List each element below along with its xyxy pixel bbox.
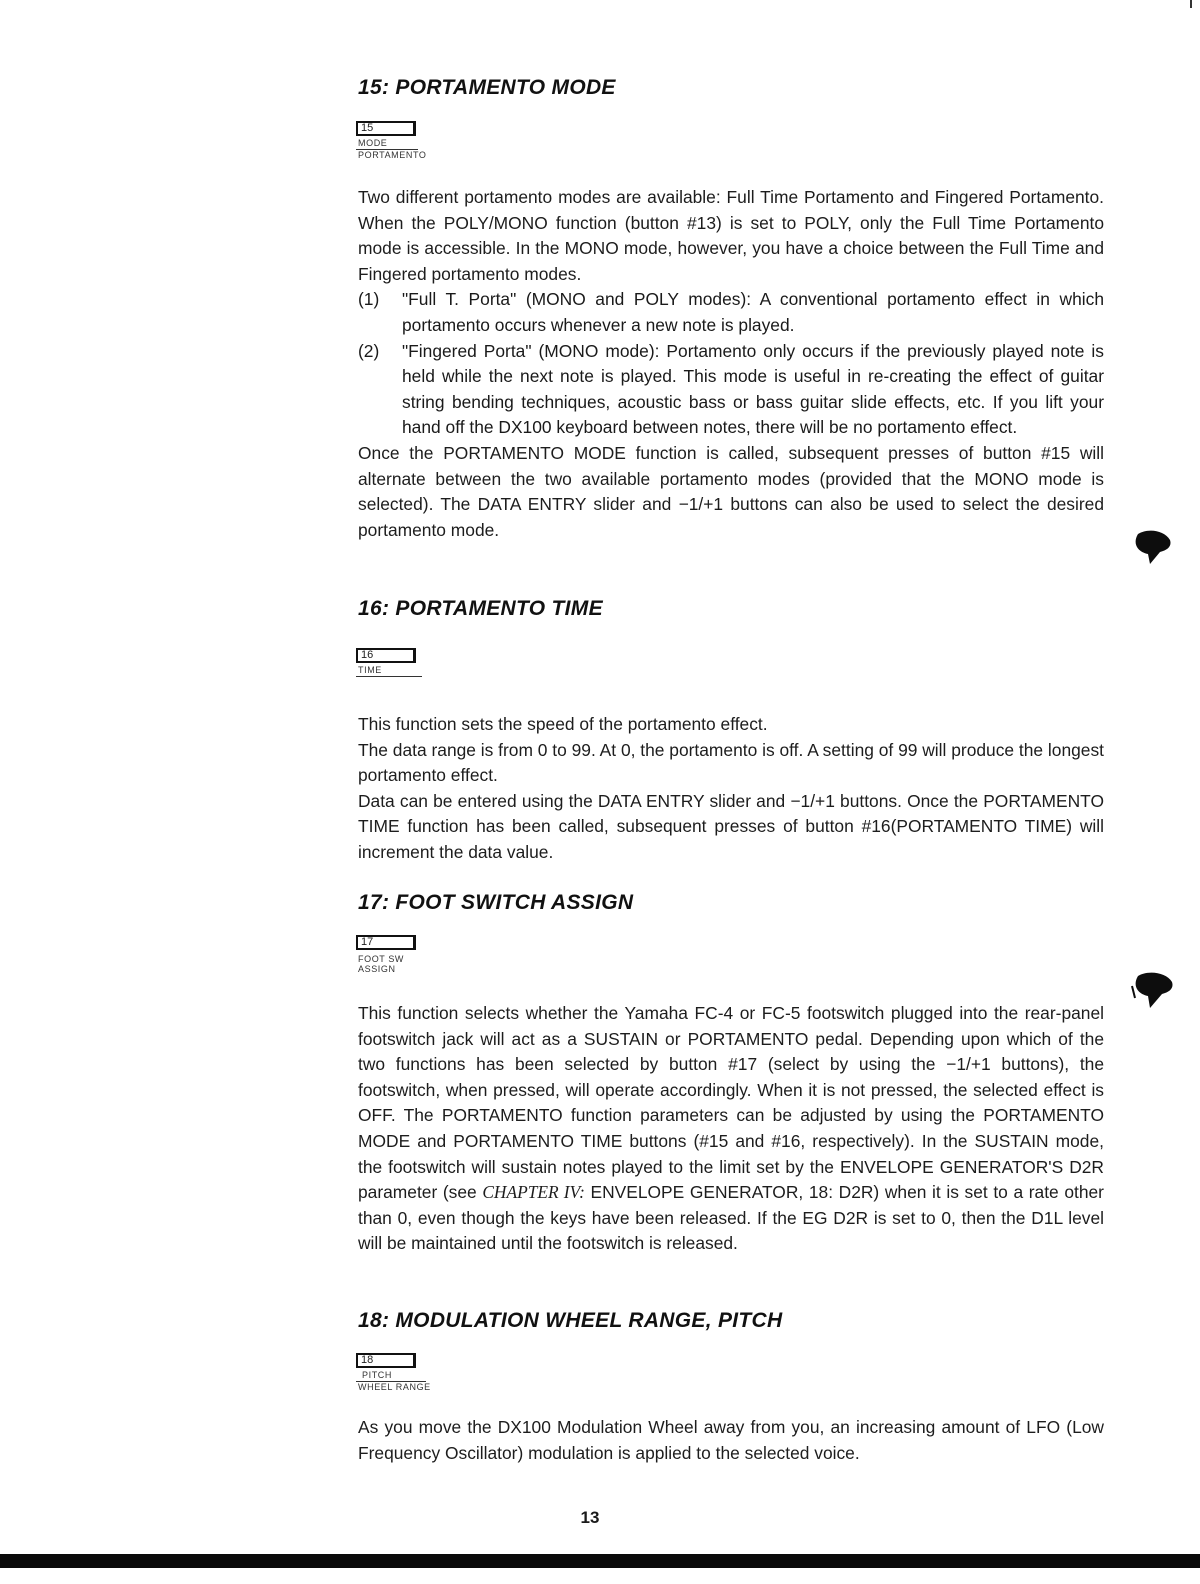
button-caption-top: TIME — [358, 665, 382, 675]
button-caption-bottom: PORTAMENTO — [358, 150, 427, 160]
button-number: 16 — [361, 649, 374, 661]
section-18-body — [358, 1415, 1104, 1466]
page-number: 13 — [580, 1508, 600, 1527]
section-17 — [358, 891, 1104, 915]
paragraph: Data can be entered using the DATA ENTRY slider and −1/+1 buttons. Once the PORTAMENTO TIME function has been called, subsequent presses of button #16(PORTAMENTO TIME) will increment the data value. — [358, 790, 1104, 862]
paragraph-text: This function selects whether the Yamaha FC-4 or FC-5 footswitch plugged into the rear-panel footswitch jack will act as a SUSTAIN or PORTAMENTO pedal. Depending upon which of the two functions has been selected by button #17 (select by using the −1/+1 buttons), the footswitch, when pressed, will operate accordingly. When it is not pressed, the selected effect is OFF. The PORTAMENTO function parameters can be adjusted by using the PORTAMENTO MODE and PORTAMENTO TIME buttons (#15 and #16, respectively). In the SUSTAIN mode, the footswitch will sustain notes played to the limit set by the ENVELOPE GENERATOR'S D2R parameter (see — [358, 1003, 1104, 1203]
section-15-body — [358, 185, 1104, 543]
section-heading: 18: MODULATION WHEEL RANGE, PITCH — [358, 1309, 783, 1332]
chapter-reference: CHAPTER IV: — [482, 1182, 585, 1203]
button-17-diagram — [356, 935, 416, 974]
button-15-diagram — [356, 121, 427, 161]
list-number: (1) — [358, 289, 380, 310]
button-16-diagram — [356, 648, 422, 677]
section-heading: 16: PORTAMENTO TIME — [358, 597, 603, 620]
button-box — [356, 1353, 416, 1368]
binder-mark-icon — [1128, 526, 1174, 566]
binder-mark-icon — [1126, 968, 1176, 1012]
paragraph: Two different portamento modes are available: Full Time Portamento and Fingered Portamento. When the POLY/MONO function (button #13) is set to POLY, only the Full Time Portamento mode is accessible. In the MONO mode, however, you have a choice between the Full Time and Fingered portamento modes. — [358, 187, 1104, 284]
paragraph: As you move the DX100 Modulation Wheel away from you, an increasing amount of LFO (Low Frequency Oscillator) modulation is applied to the selected voice. — [358, 1417, 1104, 1463]
button-caption-bottom: WHEEL RANGE — [358, 1382, 431, 1392]
paragraph-text: ENVELOPE GENERATOR, 18: D2R) when it is set to a rate other than 0, even though the keys have been released. If the EG D2R is set to 0, then the D1L level will be maintained until the footswitch is released. — [358, 1182, 1104, 1254]
list-text: "Fingered Porta" (MONO mode): Portamento only occurs if the previously played note is held while the next note is played. This mode is useful in re-creating the effect of guitar string bending techniques, acoustic bass or bass guitar slide effects, etc. If you lift your hand off the DX100 keyboard between notes, there will be no portamento effect. — [402, 340, 1104, 438]
corner-mark — [1190, 0, 1192, 8]
button-box — [356, 935, 416, 950]
paragraph: This function sets the speed of the portamento effect. — [358, 714, 768, 734]
bottom-bar — [0, 1554, 1200, 1568]
button-caption-top: MODE — [358, 138, 388, 148]
button-box — [356, 648, 416, 663]
paragraph: The data range is from 0 to 99. At 0, the portamento is off. A setting of 99 will produce the longest portamento effect. — [358, 739, 1104, 786]
button-18-diagram — [356, 1353, 431, 1393]
section-16-body — [358, 712, 1104, 866]
section-15 — [358, 76, 1104, 100]
list-item — [358, 339, 1104, 441]
section-18 — [358, 1309, 1104, 1333]
section-17-body — [358, 1001, 1104, 1257]
button-number: 15 — [361, 122, 374, 134]
section-heading: 17: FOOT SWITCH ASSIGN — [358, 891, 634, 914]
paragraph: Once the PORTAMENTO MODE function is called, subsequent presses of button #15 will alternate between the two available portamento modes (provided that the MONO mode is selected). The DATA ENTRY slider and −1/+1 buttons can also be used to select the desired portamento mode. — [358, 442, 1104, 540]
section-16 — [358, 597, 1104, 621]
button-number: 18 — [361, 1354, 374, 1366]
list-item — [358, 287, 1104, 338]
button-number: 17 — [361, 936, 374, 948]
button-caption-top: PITCH — [362, 1370, 392, 1380]
button-caption-bottom: ASSIGN — [358, 964, 396, 974]
section-heading: 15: PORTAMENTO MODE — [358, 76, 616, 99]
list-number: (2) — [358, 340, 380, 361]
mode-list — [358, 287, 1104, 441]
button-box — [356, 121, 416, 136]
button-divider — [356, 676, 422, 677]
paragraph — [358, 1001, 1104, 1257]
button-caption-top: FOOT SW — [358, 954, 405, 964]
list-text: "Full T. Porta" (MONO and POLY modes): A conventional portamento effect in which portamento occurs whenever a new note is played. — [402, 289, 1104, 335]
